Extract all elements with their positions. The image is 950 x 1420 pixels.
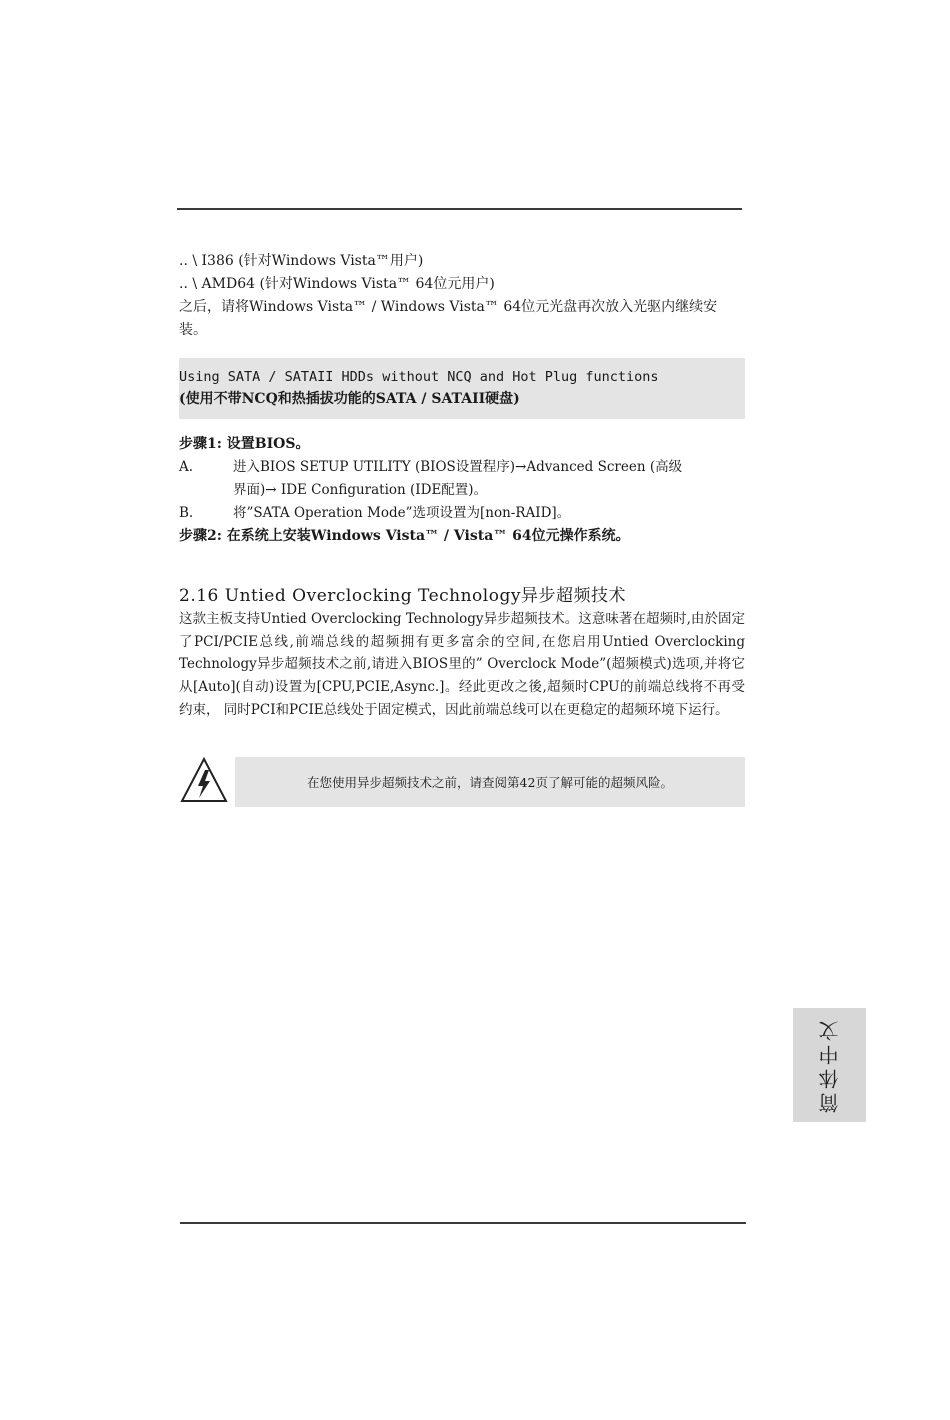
driver-path-i386: .. \ I386 (针对Windows Vista™用户) [179, 253, 424, 269]
step-1-item-a [179, 456, 745, 479]
item-a-key: A. [179, 459, 194, 475]
step-1-item-b [179, 502, 745, 525]
driver-path-amd64: .. \ AMD64 (针对Windows Vista™ 64位元用户) [179, 276, 495, 292]
sata-heading-cn: (使用不带NCQ和热插拔功能的SATA / SATAII硬盘) [179, 391, 520, 407]
section-paragraph: 这款主板支持Untied Overclocking Technology异步超频技术。这意味著在超频时,由於固定了PCI/PCIE总线,前端总线的超频拥有更多富余的空间,在您启用Untied Overclocking Technology异步超频技术之前,请进入BIOS里的” Overclock Mode”(超频模式)选项,并将它从[Auto](自动)设置为[CPU,PCIE,Async.]。经此更改之後,超频时CPU的前端总线将不再受约束， 同时PCI和PCIE总线处于固定模式，因此前端总线可以在更稳定的超频环境下运行。 [179, 611, 745, 718]
item-a-text: 进入BIOS SETUP UTILITY (BIOS设置程序)→Advanced Screen (高级 [233, 459, 683, 475]
step-1: 步骤1: 设置BIOS。 [179, 436, 310, 452]
sata-heading-box [179, 358, 745, 419]
bottom-rule [180, 1222, 746, 1224]
item-a-continuation: 界面)→ IDE Configuration (IDE配置)。 [233, 482, 488, 498]
item-b-text: 将”SATA Operation Mode”选项设置为[non-RAID]。 [233, 505, 571, 521]
warning-box [235, 757, 745, 807]
sata-heading-en: Using SATA / SATAII HDDs without NCQ and Hot Plug functions [179, 369, 659, 385]
page-content [179, 250, 745, 722]
top-rule [177, 208, 742, 210]
continue-install-text: 之后，请将Windows Vista™ / Windows Vista™ 64位元光盘再次放入光驱内继续安装。 [179, 299, 718, 338]
warning-note [179, 756, 745, 808]
item-b-key: B. [179, 505, 194, 521]
warning-text: 在您使用异步超频技术之前，请查阅第42页了解可能的超频风险。 [307, 775, 673, 790]
warning-lightning-icon [179, 756, 229, 804]
language-tab [793, 1008, 866, 1122]
section-title: 2.16 Untied Overclocking Technology异步超频技术 [179, 586, 626, 606]
step-2: 步骤2: 在系统上安装Windows Vista™ / Vista™ 64位元操作系统。 [179, 528, 630, 544]
language-tab-label: 简体中文 [818, 1017, 842, 1113]
